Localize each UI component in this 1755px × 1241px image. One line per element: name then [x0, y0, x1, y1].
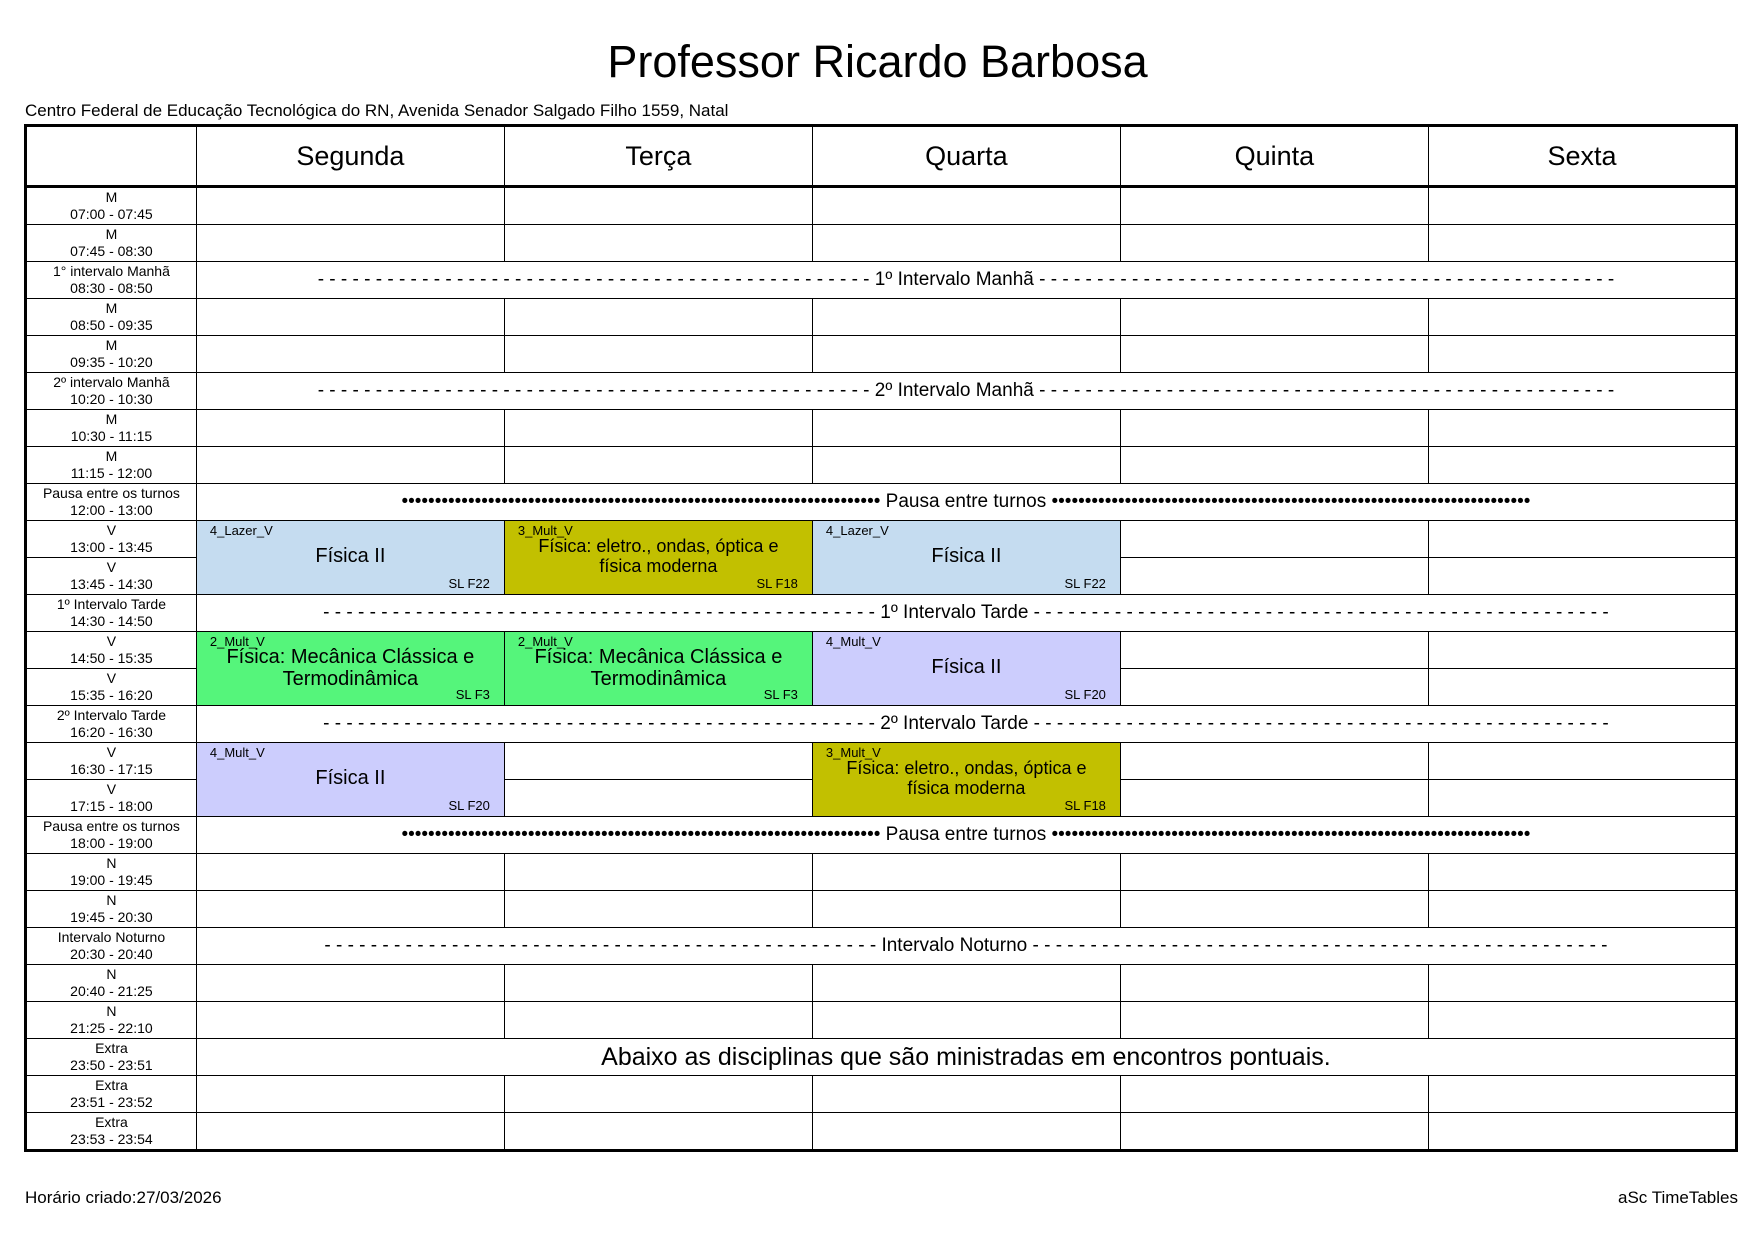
period-label: N 19:45 - 20:30: [26, 891, 197, 928]
period-label: Extra 23:51 - 23:52: [26, 1076, 197, 1113]
empty-slot: [504, 1113, 812, 1151]
lesson-room: SL F22: [1064, 576, 1106, 591]
day-header-quinta: Quinta: [1120, 126, 1428, 187]
empty-slot: [1120, 891, 1428, 928]
period-row: [26, 891, 1737, 928]
break-row: [26, 373, 1737, 410]
break-band: - - - - - - - - - - - - - - - - - - - - - - - - - - - - - - - - - - - - - - - - - - - - - - - - 2º Intervalo Manhã - - - - - - - - - - - - - - - - - - - - - - - - - - - - - - - - - - - - - - - - - - - - - - - - - -: [196, 373, 1736, 410]
empty-slot: [1120, 336, 1428, 373]
empty-slot: [812, 447, 1120, 484]
day-header-sexta: Sexta: [1428, 126, 1736, 187]
period-row: [26, 743, 1737, 780]
period-label: V 13:00 - 13:45: [26, 521, 197, 558]
empty-slot: [1120, 854, 1428, 891]
empty-slot: [1428, 521, 1736, 558]
break-row: [26, 595, 1737, 632]
empty-slot: [504, 447, 812, 484]
period-row: [26, 410, 1737, 447]
empty-slot: [504, 854, 812, 891]
lesson-subject: Física: Mecânica Clássica e Termodinâmica: [534, 646, 783, 690]
period-row: [26, 187, 1737, 225]
period-label: Extra 23:53 - 23:54: [26, 1113, 197, 1151]
pause-band: •••••••••••••••••••••••••••••••••••••••••••••••••••••••••••••••••••••••• Pausa entre turnos ••••••••••••••••••••••••••••••••••••••••••••••••••••••••••••••••••••••••: [196, 817, 1736, 854]
empty-slot: [1120, 1113, 1428, 1151]
period-label: V 15:35 - 16:20: [26, 669, 197, 706]
period-label: Intervalo Noturno 20:30 - 20:40: [26, 928, 197, 965]
empty-slot: [1428, 965, 1736, 1002]
period-label: M 09:35 - 10:20: [26, 336, 197, 373]
day-header-segunda: Segunda: [196, 126, 504, 187]
break-row: [26, 262, 1737, 299]
timetable: [24, 124, 1738, 1152]
day-header-quarta: Quarta: [812, 126, 1120, 187]
empty-slot: [1428, 1113, 1736, 1151]
period-label: V 13:45 - 14:30: [26, 558, 197, 595]
empty-slot: [1428, 1076, 1736, 1113]
empty-slot: [812, 410, 1120, 447]
break-band: - - - - - - - - - - - - - - - - - - - - - - - - - - - - - - - - - - - - - - - - - - - - - - - - Intervalo Noturno - - - - - - - - - - - - - - - - - - - - - - - - - - - - - - - - - - - - - - - - - - - - - - - - - -: [196, 928, 1736, 965]
empty-slot: [1120, 632, 1428, 669]
period-label: N 21:25 - 22:10: [26, 1002, 197, 1039]
empty-slot: [504, 891, 812, 928]
break-row: [26, 484, 1737, 521]
lesson-room: SL F18: [1064, 798, 1106, 813]
empty-slot: [812, 1002, 1120, 1039]
empty-slot: [1120, 410, 1428, 447]
empty-slot: [1428, 632, 1736, 669]
empty-slot: [1120, 965, 1428, 1002]
lesson-card[interactable]: [196, 743, 504, 817]
lesson-group: 4_Mult_V: [209, 745, 265, 760]
period-label: N 19:00 - 19:45: [26, 854, 197, 891]
empty-slot: [1428, 891, 1736, 928]
period-row: [26, 1002, 1737, 1039]
day-header-row: [26, 126, 1737, 187]
empty-slot: [504, 1076, 812, 1113]
empty-slot: [1120, 299, 1428, 336]
empty-slot: [812, 225, 1120, 262]
empty-slot: [196, 410, 504, 447]
period-label: N 20:40 - 21:25: [26, 965, 197, 1002]
empty-slot: [812, 965, 1120, 1002]
lesson-group: 2_Mult_V: [209, 634, 265, 649]
empty-slot: [1428, 225, 1736, 262]
lesson-card[interactable]: [812, 632, 1120, 706]
empty-slot: [504, 965, 812, 1002]
empty-slot: [1428, 669, 1736, 706]
period-row: [26, 854, 1737, 891]
lesson-room: SL F18: [756, 576, 798, 591]
period-label: M 10:30 - 11:15: [26, 410, 197, 447]
period-row: [26, 1113, 1737, 1151]
empty-slot: [1428, 854, 1736, 891]
empty-slot: [504, 336, 812, 373]
period-label: 1° intervalo Manhã 08:30 - 08:50: [26, 262, 197, 299]
period-label: V 14:50 - 15:35: [26, 632, 197, 669]
empty-slot: [196, 1002, 504, 1039]
period-label: V 17:15 - 18:00: [26, 780, 197, 817]
period-label: M 07:45 - 08:30: [26, 225, 197, 262]
empty-slot: [196, 225, 504, 262]
empty-slot: [1428, 447, 1736, 484]
lesson-room: SL F22: [448, 576, 490, 591]
break-band: - - - - - - - - - - - - - - - - - - - - - - - - - - - - - - - - - - - - - - - - - - - - - - - - 1º Intervalo Tarde - - - - - - - - - - - - - - - - - - - - - - - - - - - - - - - - - - - - - - - - - - - - - - - - - -: [196, 595, 1736, 632]
empty-slot: [1428, 299, 1736, 336]
empty-slot: [196, 965, 504, 1002]
empty-slot: [504, 299, 812, 336]
empty-slot: [1428, 558, 1736, 595]
lesson-room: SL F20: [448, 798, 490, 813]
empty-slot: [196, 1076, 504, 1113]
empty-slot: [812, 1113, 1120, 1151]
lesson-subject: Física II: [315, 767, 386, 789]
break-band: - - - - - - - - - - - - - - - - - - - - - - - - - - - - - - - - - - - - - - - - - - - - - - - - 1º Intervalo Manhã - - - - - - - - - - - - - - - - - - - - - - - - - - - - - - - - - - - - - - - - - - - - - - - - - -: [196, 262, 1736, 299]
lesson-card[interactable]: [196, 632, 504, 706]
period-row: [26, 447, 1737, 484]
break-row: [26, 928, 1737, 965]
period-row: [26, 965, 1737, 1002]
empty-slot: [504, 780, 812, 817]
lesson-card[interactable]: [504, 632, 812, 706]
lesson-group: 3_Mult_V: [517, 523, 573, 538]
empty-slot: [1120, 669, 1428, 706]
empty-slot: [1120, 1076, 1428, 1113]
lesson-card[interactable]: [196, 521, 504, 595]
period-label: V 16:30 - 17:15: [26, 743, 197, 780]
empty-slot: [196, 336, 504, 373]
break-row: [26, 706, 1737, 743]
empty-slot: [812, 891, 1120, 928]
lesson-room: SL F20: [1064, 687, 1106, 702]
empty-slot: [504, 187, 812, 225]
page-title: Professor Ricardo Barbosa: [607, 36, 1148, 87]
lesson-subject: Física II: [315, 545, 386, 567]
empty-slot: [1120, 521, 1428, 558]
period-row: [26, 225, 1737, 262]
period-label: 1º Intervalo Tarde 14:30 - 14:50: [26, 595, 197, 632]
period-label: Pausa entre os turnos 18:00 - 19:00: [26, 817, 197, 854]
period-label: Pausa entre os turnos 12:00 - 13:00: [26, 484, 197, 521]
empty-slot: [504, 743, 812, 780]
lesson-subject: Física: eletro., ondas, óptica e física moderna: [846, 758, 1087, 798]
empty-slot: [196, 299, 504, 336]
lesson-group: 2_Mult_V: [517, 634, 573, 649]
empty-slot: [1120, 187, 1428, 225]
brand-label: aSc TimeTables: [1618, 1188, 1738, 1207]
lesson-subject: Física: eletro., ondas, óptica e física moderna: [538, 536, 779, 576]
empty-slot: [504, 1002, 812, 1039]
lesson-subject: Física II: [931, 545, 1002, 567]
empty-slot: [1428, 743, 1736, 780]
extra-note: Abaixo as disciplinas que são ministradas em encontros pontuais.: [196, 1039, 1736, 1076]
period-label: Extra 23:50 - 23:51: [26, 1039, 197, 1076]
extra-row: [26, 1039, 1737, 1076]
empty-slot: [1428, 187, 1736, 225]
period-label: 2º Intervalo Tarde 16:20 - 16:30: [26, 706, 197, 743]
period-row: [26, 336, 1737, 373]
lesson-card[interactable]: [504, 521, 812, 595]
period-label: M 11:15 - 12:00: [26, 447, 197, 484]
empty-slot: [1428, 410, 1736, 447]
empty-slot: [812, 187, 1120, 225]
day-header-terca: Terça: [504, 126, 812, 187]
school-address: Centro Federal de Educação Tecnológica do RN, Avenida Senador Salgado Filho 1559, Natal: [25, 101, 729, 120]
lesson-group: 3_Mult_V: [825, 745, 881, 760]
period-row: [26, 299, 1737, 336]
period-row: [26, 521, 1737, 558]
empty-slot: [1120, 743, 1428, 780]
lesson-subject: Física: Mecânica Clássica e Termodinâmica: [226, 646, 475, 690]
break-row: [26, 817, 1737, 854]
empty-slot: [196, 1113, 504, 1151]
lesson-group: 4_Lazer_V: [209, 523, 273, 538]
lesson-room: SL F3: [763, 687, 798, 702]
lesson-subject: Física II: [931, 656, 1002, 678]
pause-band: •••••••••••••••••••••••••••••••••••••••••••••••••••••••••••••••••••••••• Pausa entre turnos ••••••••••••••••••••••••••••••••••••••••••••••••••••••••••••••••••••••••: [196, 484, 1736, 521]
empty-slot: [812, 1076, 1120, 1113]
period-row: [26, 632, 1737, 669]
created-date: Horário criado:27/03/2026: [25, 1188, 222, 1207]
empty-slot: [1428, 780, 1736, 817]
lesson-room: SL F3: [455, 687, 490, 702]
empty-slot: [1120, 225, 1428, 262]
lesson-card[interactable]: [812, 743, 1120, 817]
break-band: - - - - - - - - - - - - - - - - - - - - - - - - - - - - - - - - - - - - - - - - - - - - - - - - 2º Intervalo Tarde - - - - - - - - - - - - - - - - - - - - - - - - - - - - - - - - - - - - - - - - - - - - - - - - - -: [196, 706, 1736, 743]
empty-slot: [1120, 780, 1428, 817]
period-row: [26, 1076, 1737, 1113]
empty-slot: [504, 410, 812, 447]
empty-slot: [1120, 1002, 1428, 1039]
empty-slot: [812, 854, 1120, 891]
empty-slot: [1428, 1002, 1736, 1039]
lesson-group: 4_Lazer_V: [825, 523, 889, 538]
empty-slot: [1120, 558, 1428, 595]
lesson-group: 4_Mult_V: [825, 634, 881, 649]
empty-slot: [504, 225, 812, 262]
corner-cell: [26, 126, 197, 187]
empty-slot: [1428, 336, 1736, 373]
period-label: M 07:00 - 07:45: [26, 187, 197, 225]
empty-slot: [196, 891, 504, 928]
empty-slot: [196, 854, 504, 891]
empty-slot: [812, 299, 1120, 336]
period-label: 2º intervalo Manhã 10:20 - 10:30: [26, 373, 197, 410]
empty-slot: [812, 336, 1120, 373]
empty-slot: [196, 447, 504, 484]
lesson-card[interactable]: [812, 521, 1120, 595]
empty-slot: [196, 187, 504, 225]
empty-slot: [1120, 447, 1428, 484]
period-label: M 08:50 - 09:35: [26, 299, 197, 336]
